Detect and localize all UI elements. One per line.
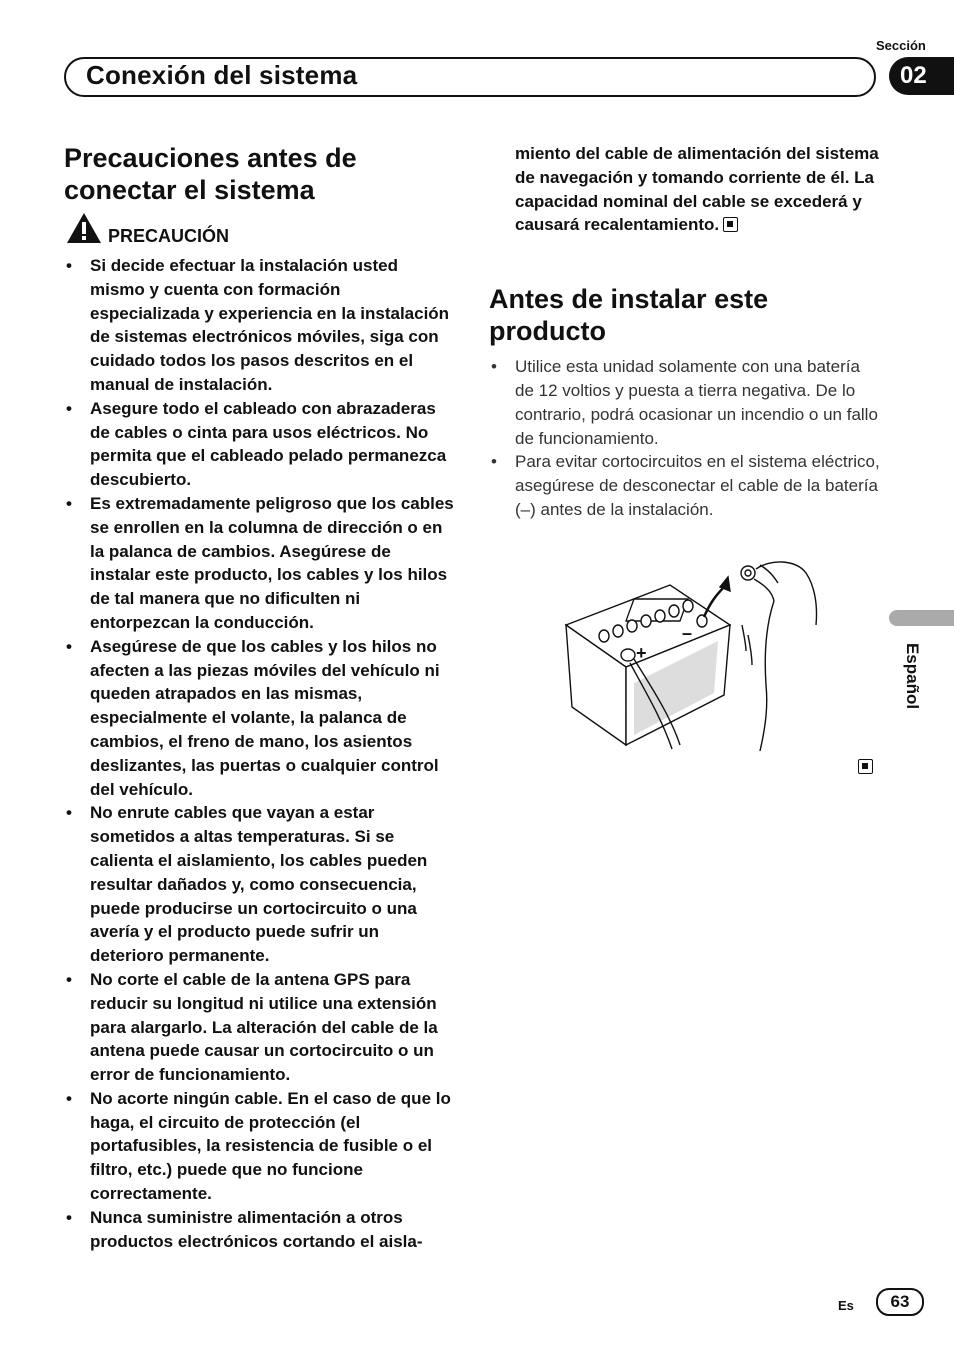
list-item: • No enrute cables que vayan a estar sometidos a altas temperaturas. Si se calienta el aislamiento, los cables pueden resultar dañados y, como consecuencia, puede producirse un cortocircuito o una avería y el producto puede sufrir un deterioro permanente. bbox=[64, 801, 454, 968]
list-item: • Utilice esta unidad solamente con una batería de 12 voltios y puesta a tierra negativa. De lo contrario, podrá ocasionar un incendio o un fallo de funcionamiento. bbox=[489, 355, 881, 450]
side-tab bbox=[889, 610, 954, 626]
precautions-heading: Precauciones antes de conectar el sistema bbox=[64, 143, 357, 205]
end-mark-icon bbox=[723, 217, 738, 232]
caution-list bbox=[64, 254, 454, 1253]
list-item: • No corte el cable de la antena GPS para reducir su longitud ni utilice una extensión para alargarlo. La alteración del cable de la antena puede causar un cortocircuito o un error de funcionamiento. bbox=[64, 968, 454, 1087]
footer-lang-code: Es bbox=[838, 1298, 854, 1313]
list-item: • Asegúrese de que los cables y los hilos no afecten a las piezas móviles del vehículo ni queden atrapados en las mismas, especialmente el volante, la palanca de cambios, el freno de mano, los asientos deslizantes, las puertas o cualquier control del vehículo. bbox=[64, 635, 454, 802]
section-label: Sección bbox=[876, 38, 926, 53]
section-number-badge: 02 bbox=[889, 57, 954, 95]
left-column bbox=[64, 142, 454, 1253]
battery-plus: + bbox=[636, 643, 647, 663]
right-column bbox=[489, 142, 881, 522]
caution-label: PRECAUCIÓN bbox=[108, 226, 230, 246]
list-item: • Para evitar cortocircuitos en el sistema eléctrico, asegúrese de desconectar el cable de la batería (–) antes de la instalación. bbox=[489, 450, 881, 521]
list-item: • Asegure todo el cableado con abrazaderas de cables o cinta para usos eléctricos. No permita que el cableado pelado permanezca descubierto. bbox=[64, 397, 454, 492]
list-item: • Es extremadamente peligroso que los cables se enrollen en la columna de dirección o en la palanca de cambios. Asegúrese de instalar este producto, los cables y los hilos de tal manera que no dificulten ni entorpezcan la conducción. bbox=[64, 492, 454, 635]
battery-disconnect-illustration bbox=[560, 555, 830, 760]
header-title: Conexión del sistema bbox=[86, 60, 358, 90]
install-heading: Antes de instalar este producto bbox=[489, 284, 769, 347]
continuation-text: miento del cable de alimentación del sistema de navegación y tomando corriente de él. La capacidad nominal del cable se excederá y causará recalentamiento. bbox=[515, 144, 879, 235]
header-bar bbox=[64, 57, 876, 97]
list-item: • Nunca suministre alimentación a otros productos electrónicos cortando el aisla- bbox=[64, 1206, 454, 1254]
page-number: 63 bbox=[876, 1288, 924, 1316]
list-item: • Si decide efectuar la instalación usted mismo y cuenta con formación especializada y experiencia en la instalación de sistemas electrónicos móviles, siga con cuidado todos los pasos descritos en el manual de instalación. bbox=[64, 254, 454, 397]
side-language-label: Español bbox=[903, 642, 922, 710]
caution-header bbox=[64, 212, 454, 248]
end-mark-icon bbox=[858, 759, 873, 774]
list-item: • No acorte ningún cable. En el caso de que lo haga, el circuito de protección (el portafusibles, la resistencia de fusible o el filtro, etc.) puede que no funcione correctamente. bbox=[64, 1087, 454, 1206]
install-list bbox=[489, 355, 881, 522]
battery-minus: – bbox=[682, 623, 693, 643]
warning-triangle-icon bbox=[66, 212, 102, 249]
continuation-paragraph bbox=[515, 142, 881, 237]
